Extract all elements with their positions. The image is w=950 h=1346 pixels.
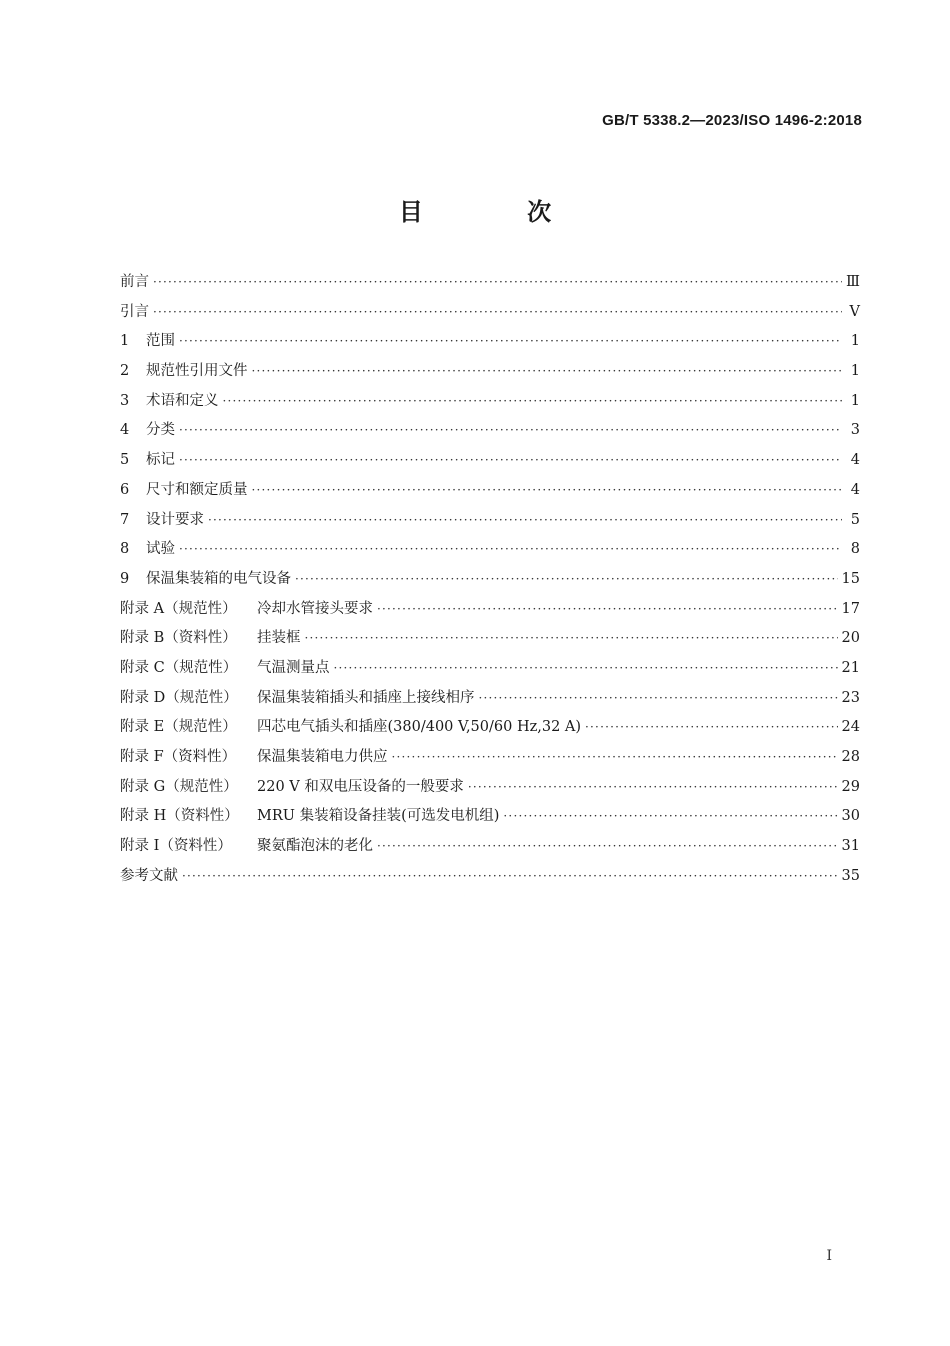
- toc-entry-page: Ⅲ: [846, 274, 860, 290]
- toc-entry-page: 21: [841, 659, 860, 676]
- toc-entry-page: 20: [841, 630, 860, 647]
- toc-entry-page: 29: [841, 778, 860, 795]
- toc-entry-label: 引言: [120, 303, 149, 320]
- toc-appendix-label: 附录 D（规范性）: [120, 689, 238, 706]
- toc-dot-leader: [479, 691, 838, 705]
- toc-entry-label: 规范性引用文件: [146, 363, 248, 380]
- toc-entry[interactable]: [120, 775, 860, 805]
- toc-entry[interactable]: [120, 626, 860, 656]
- toc-dot-leader: [295, 572, 838, 586]
- toc-dot-leader: [179, 423, 842, 437]
- toc-dot-leader: [377, 602, 838, 616]
- toc-entry-page: 24: [841, 719, 860, 736]
- toc-entry-page: 4: [850, 481, 860, 498]
- toc-entry-label: 保温集装箱插头和插座上接线相序: [257, 689, 475, 706]
- toc-entry-label: 四芯电气插头和插座(380/400 V,50/60 Hz,32 A): [257, 719, 582, 736]
- toc-appendix-label: 附录 I（资料性）: [120, 838, 232, 855]
- toc-entry[interactable]: [120, 686, 860, 716]
- toc-entry[interactable]: [120, 745, 860, 775]
- toc-entry-label: 保温集装箱电力供应: [257, 749, 388, 765]
- toc-entry-page: 30: [841, 808, 860, 825]
- toc-entry-page: 31: [841, 838, 860, 855]
- toc-entry-page: 23: [841, 689, 860, 706]
- toc-dot-leader: [153, 275, 842, 289]
- toc-appendix-label: 附录 E（规范性）: [120, 719, 237, 736]
- toc-entry-number: 7: [120, 511, 130, 528]
- toc-entry[interactable]: [120, 329, 860, 359]
- toc-entry[interactable]: [120, 864, 860, 894]
- toc-appendix-label: 附录 B（资料性）: [120, 630, 237, 647]
- toc-entry-label: 范围: [146, 333, 175, 350]
- toc-dot-leader: [179, 334, 842, 348]
- toc-entry[interactable]: [120, 508, 860, 538]
- toc-entry-page: 17: [841, 600, 860, 617]
- toc-entry-label: 试验: [146, 541, 175, 558]
- toc-entry-label: 术语和定义: [146, 392, 219, 409]
- toc-entry-label: 气温测量点: [257, 659, 330, 676]
- toc-dot-leader: [334, 661, 838, 675]
- toc-dot-leader: [392, 750, 838, 764]
- toc-entry-number: 1: [120, 333, 130, 350]
- toc-entry-page: 15: [841, 570, 860, 587]
- toc-entry-label: MRU 集装箱设备挂装(可选发电机组): [257, 808, 500, 825]
- toc-entry-label: 冷却水管接头要求: [257, 600, 373, 617]
- toc-entry-label: 前言: [120, 274, 149, 290]
- toc-entry-number: 6: [120, 481, 130, 498]
- toc-entry-page: 1: [850, 363, 860, 380]
- toc-dot-leader: [503, 809, 837, 823]
- toc-entry-page: 4: [850, 452, 860, 469]
- toc-entry[interactable]: [120, 389, 860, 419]
- toc-appendix-label: 附录 G（规范性）: [120, 778, 238, 795]
- toc-entry[interactable]: [120, 478, 860, 508]
- toc-appendix-label: 附录 H（资料性）: [120, 808, 239, 825]
- toc-appendix-label: 附录 A（规范性）: [120, 600, 237, 617]
- toc-dot-leader: [252, 364, 843, 378]
- toc-entry-number: 3: [120, 392, 130, 409]
- table-of-contents: [120, 270, 860, 893]
- toc-entry[interactable]: [120, 300, 860, 330]
- toc-entry-label: 参考文献: [120, 867, 178, 884]
- toc-entry-page: 5: [850, 511, 860, 528]
- toc-dot-leader: [468, 780, 838, 794]
- toc-entry-label: 保温集装箱的电气设备: [146, 570, 291, 587]
- toc-entry-page: 35: [841, 867, 860, 884]
- toc-entry[interactable]: [120, 537, 860, 567]
- toc-entry-label: 挂装框: [257, 630, 301, 647]
- toc-appendix-label: 附录 F（资料性）: [120, 749, 237, 765]
- toc-entry[interactable]: [120, 834, 860, 864]
- toc-dot-leader: [179, 453, 842, 467]
- toc-entry[interactable]: [120, 567, 860, 597]
- toc-entry[interactable]: [120, 359, 860, 389]
- toc-dot-leader: [182, 869, 838, 883]
- toc-entry-label: 分类: [146, 422, 175, 439]
- toc-entry-page: 28: [841, 749, 860, 765]
- toc-entry[interactable]: [120, 597, 860, 627]
- toc-entry[interactable]: [120, 715, 860, 745]
- toc-dot-leader: [179, 542, 842, 556]
- toc-entry-number: 4: [120, 422, 130, 439]
- toc-appendix-label: 附录 C（规范性）: [120, 659, 238, 676]
- toc-entry-number: 2: [120, 363, 130, 380]
- toc-dot-leader: [223, 394, 843, 408]
- page-number: I: [826, 1248, 832, 1264]
- page-title: 目 次: [398, 197, 600, 226]
- toc-dot-leader: [153, 305, 842, 319]
- toc-entry-number: 8: [120, 541, 130, 558]
- toc-entry[interactable]: [120, 656, 860, 686]
- toc-entry-label: 聚氨酯泡沫的老化: [257, 838, 373, 855]
- toc-entry[interactable]: [120, 804, 860, 834]
- toc-dot-leader: [377, 839, 838, 853]
- toc-entry-label: 220 V 和双电压设备的一般要求: [257, 778, 464, 795]
- toc-entry-page: 3: [850, 422, 860, 439]
- toc-entry-number: 5: [120, 452, 130, 469]
- toc-entry-page: 8: [850, 541, 860, 558]
- toc-entry-page: 1: [850, 333, 860, 350]
- toc-entry[interactable]: [120, 448, 860, 478]
- toc-dot-leader: [305, 631, 838, 645]
- toc-dot-leader: [252, 483, 843, 497]
- toc-entry-page: 1: [850, 392, 860, 409]
- toc-dot-leader: [585, 720, 838, 734]
- toc-entry-label: 尺寸和额定质量: [146, 481, 248, 498]
- toc-entry-label: 标记: [146, 452, 175, 469]
- toc-entry[interactable]: [120, 418, 860, 448]
- toc-entry-page: Ⅴ: [849, 303, 860, 320]
- toc-entry-number: 9: [120, 570, 130, 587]
- standard-number: GB/T 5338.2—2023/ISO 1496-2:2018: [602, 112, 862, 129]
- toc-dot-leader: [208, 513, 842, 527]
- toc-entry[interactable]: [120, 270, 860, 300]
- toc-entry-label: 设计要求: [146, 511, 204, 528]
